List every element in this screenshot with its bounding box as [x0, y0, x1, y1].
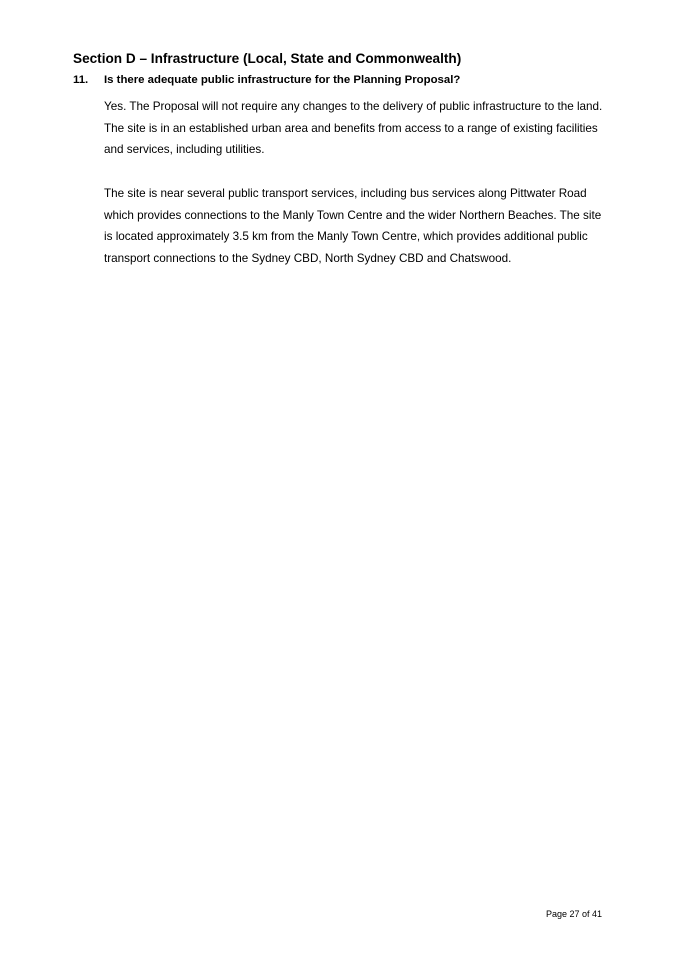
question-number: 11.: [73, 74, 89, 86]
answer-paragraph-1: Yes. The Proposal will not require any changes to the delivery of public infrastructure to the land. The site is in an established urban area and benefits from access to a range of existing facilities and services, including utilities.: [104, 100, 603, 156]
question-text: Is there adequate public infrastructure for the Planning Proposal?: [104, 74, 461, 86]
page-number: Page 27 of 41: [545, 909, 602, 919]
section-heading: Section D – Infrastructure (Local, State and Commonwealth): [73, 51, 462, 66]
answer-paragraph-2: The site is near several public transport services, including bus services along Pittwater Road which provides connections to the Manly Town Centre and the wider Northern Beaches. The site is located approximately 3.5 km from the Manly Town Centre, which provides additional public transport connections to the Sydney CBD, North Sydney CBD and Chatswood.: [104, 187, 602, 265]
